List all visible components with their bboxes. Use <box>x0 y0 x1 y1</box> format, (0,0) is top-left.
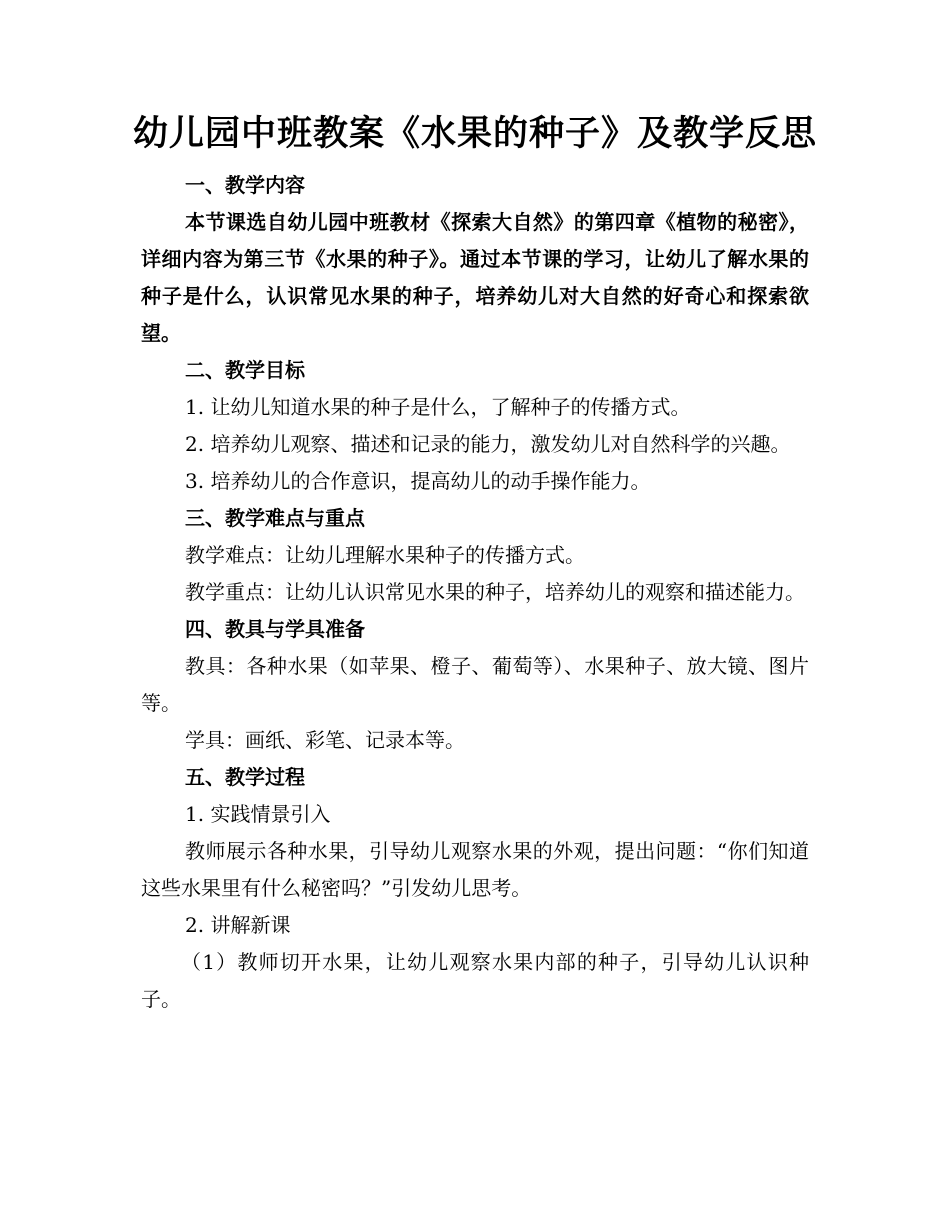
process-step-2-sub-1: （1）教师切开水果，让幼儿观察水果内部的种子，引导幼儿认识种子。 <box>141 950 809 1011</box>
focus-text: 教学重点：让幼儿认识常见水果的种子，培养幼儿的观察和描述能力。 <box>185 580 805 604</box>
process-step-1: 1. 实践情景引入 <box>185 802 331 826</box>
document-title: 幼儿园中班教案《水果的种子》及教学反思 <box>132 114 817 154</box>
section-heading-materials: 四、教具与学具准备 <box>185 617 365 641</box>
section-heading-goals: 二、教学目标 <box>185 358 305 382</box>
process-step-2: 2. 讲解新课 <box>185 913 291 937</box>
goal-item-1: 1. 让幼儿知道水果的种子是什么，了解种子的传播方式。 <box>185 395 691 419</box>
teacher-materials-text: 教具：各种水果（如苹果、橙子、葡萄等）、水果种子、放大镜、图片等。 <box>141 654 809 715</box>
document-body <box>141 167 809 1018</box>
section-paragraph-content: 本节课选自幼儿园中班教材《探索大自然》的第四章《植物的秘密》，详细内容为第三节《水果的种子》。通过本节课的学习，让幼儿了解水果的种子是什么，认识常见水果的种子，培养幼儿对大自然的好奇心和探索欲望。 <box>141 210 809 345</box>
goal-item-3: 3. 培养幼儿的合作意识，提高幼儿的动手操作能力。 <box>185 469 651 493</box>
student-materials-text: 学具：画纸、彩笔、记录本等。 <box>185 728 465 752</box>
section-heading-key-points: 三、教学难点与重点 <box>185 506 365 530</box>
process-step-1-text: 教师展示各种水果，引导幼儿观察水果的外观，提出问题：“你们知道这些水果里有什么秘密吗？”引发幼儿思考。 <box>141 839 809 900</box>
difficulty-text: 教学难点：让幼儿理解水果种子的传播方式。 <box>185 543 585 567</box>
section-heading-content: 一、教学内容 <box>185 173 305 197</box>
goal-item-2: 2. 培养幼儿观察、描述和记录的能力，激发幼儿对自然科学的兴趣。 <box>185 432 791 456</box>
section-heading-process: 五、教学过程 <box>185 765 305 789</box>
